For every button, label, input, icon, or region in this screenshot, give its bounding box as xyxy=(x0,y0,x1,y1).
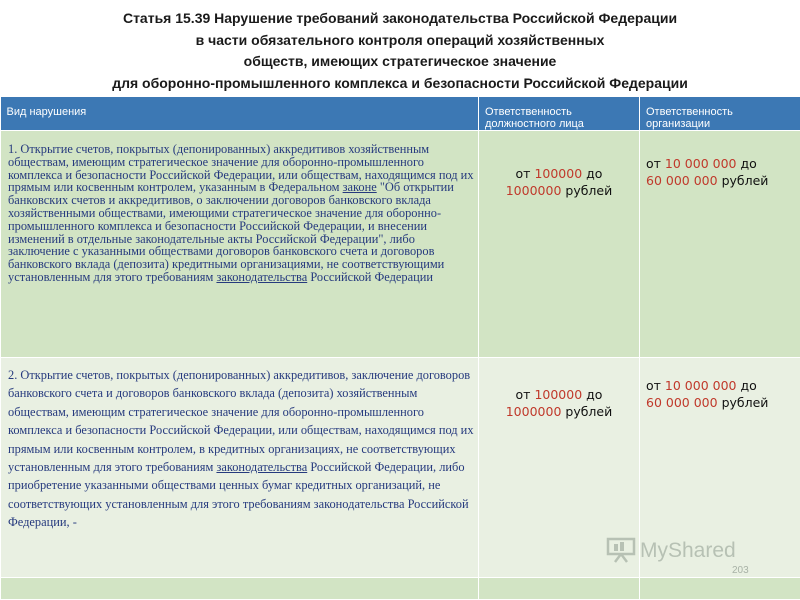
header-violation: Вид нарушения xyxy=(1,97,479,131)
violation-description: 1. Открытие счетов, покрытых (депонированных) аккредитивов хозяйственным обществам, имеющим стратегическое значение для оборонно-промышленного комплекса и безопасности Российской Федерации, или обществам, находящимся под их прямым или косвенным контролем, указанным в Федеральном законе "Об открытии банковских счетов и аккредитивов, о заключении договоров банковского вклада хозяйственными обществами, имеющими стратегическое значение для оборонно-промышленного комплекса и безопасности Российской Федерации, и внесении изменений в отдельные законодательные акты Российской Федерации", либо заключение с указанными обществами договоров банковского счета и договоров банковского вклада (депозита) кредитными организациями, не соответствующими установленным для этого требованиям законодательства Российской Федерации xyxy=(1,131,479,358)
organization-fine: от 10 000 000 до 60 000 000 рублей xyxy=(640,131,800,358)
law-link[interactable]: законе xyxy=(342,180,377,195)
watermark: MyShared xyxy=(606,537,736,563)
violations-table xyxy=(0,97,800,600)
violation-description: 2. Открытие счетов, покрытых (депонированных) аккредитивов, заключение договоров банковского счета и договоров банковского вклада (депозита) хозяйственным обществам, имеющим стратегическое значение для оборонно-промышленного комплекса и безопасности Российской Федерации, или обществам, находящимся под их прямым или косвенным контролем, в кредитных организациях, не соответствующих установленным для этого требованиям законодательства Российской Федерации, либо приобретение указанными обществами ценных бумаг кредитных организаций, не соответствующих установленным для этого требованиям законодательства Российской Федерации, - xyxy=(1,358,479,578)
table-header-row xyxy=(1,97,800,131)
page-title xyxy=(0,8,800,94)
presentation-icon xyxy=(606,537,636,563)
title-line-1: Статья 15.39 Нарушение требований законодательства Российской Федерации xyxy=(122,10,678,26)
empty-cell xyxy=(479,578,640,600)
empty-cell xyxy=(640,578,800,600)
title-line-4: для оборонно-промышленного комплекса и безопасности Российской Федерации xyxy=(112,74,688,91)
header-official: Ответственность должностного лица xyxy=(479,97,640,131)
legislation-link[interactable]: законодательства xyxy=(216,460,308,475)
table-row xyxy=(1,131,800,358)
official-fine: от 100000 до 1000000 рублей xyxy=(479,358,640,578)
empty-cell xyxy=(1,578,479,600)
organization-fine: от 10 000 000 до 60 000 000 рублей xyxy=(640,358,800,578)
header-organization: Ответственность организации xyxy=(640,97,800,131)
page-number: 203 xyxy=(732,565,749,576)
legislation-link[interactable]: законодательства xyxy=(216,269,308,284)
official-fine: от 100000 до 1000000 рублей xyxy=(479,131,640,358)
title-line-3: обществ, имеющих стратегическое значение xyxy=(243,53,557,69)
table-row xyxy=(1,578,800,600)
title-line-2: в части обязательного контроля операций хозяйственных xyxy=(195,31,605,48)
